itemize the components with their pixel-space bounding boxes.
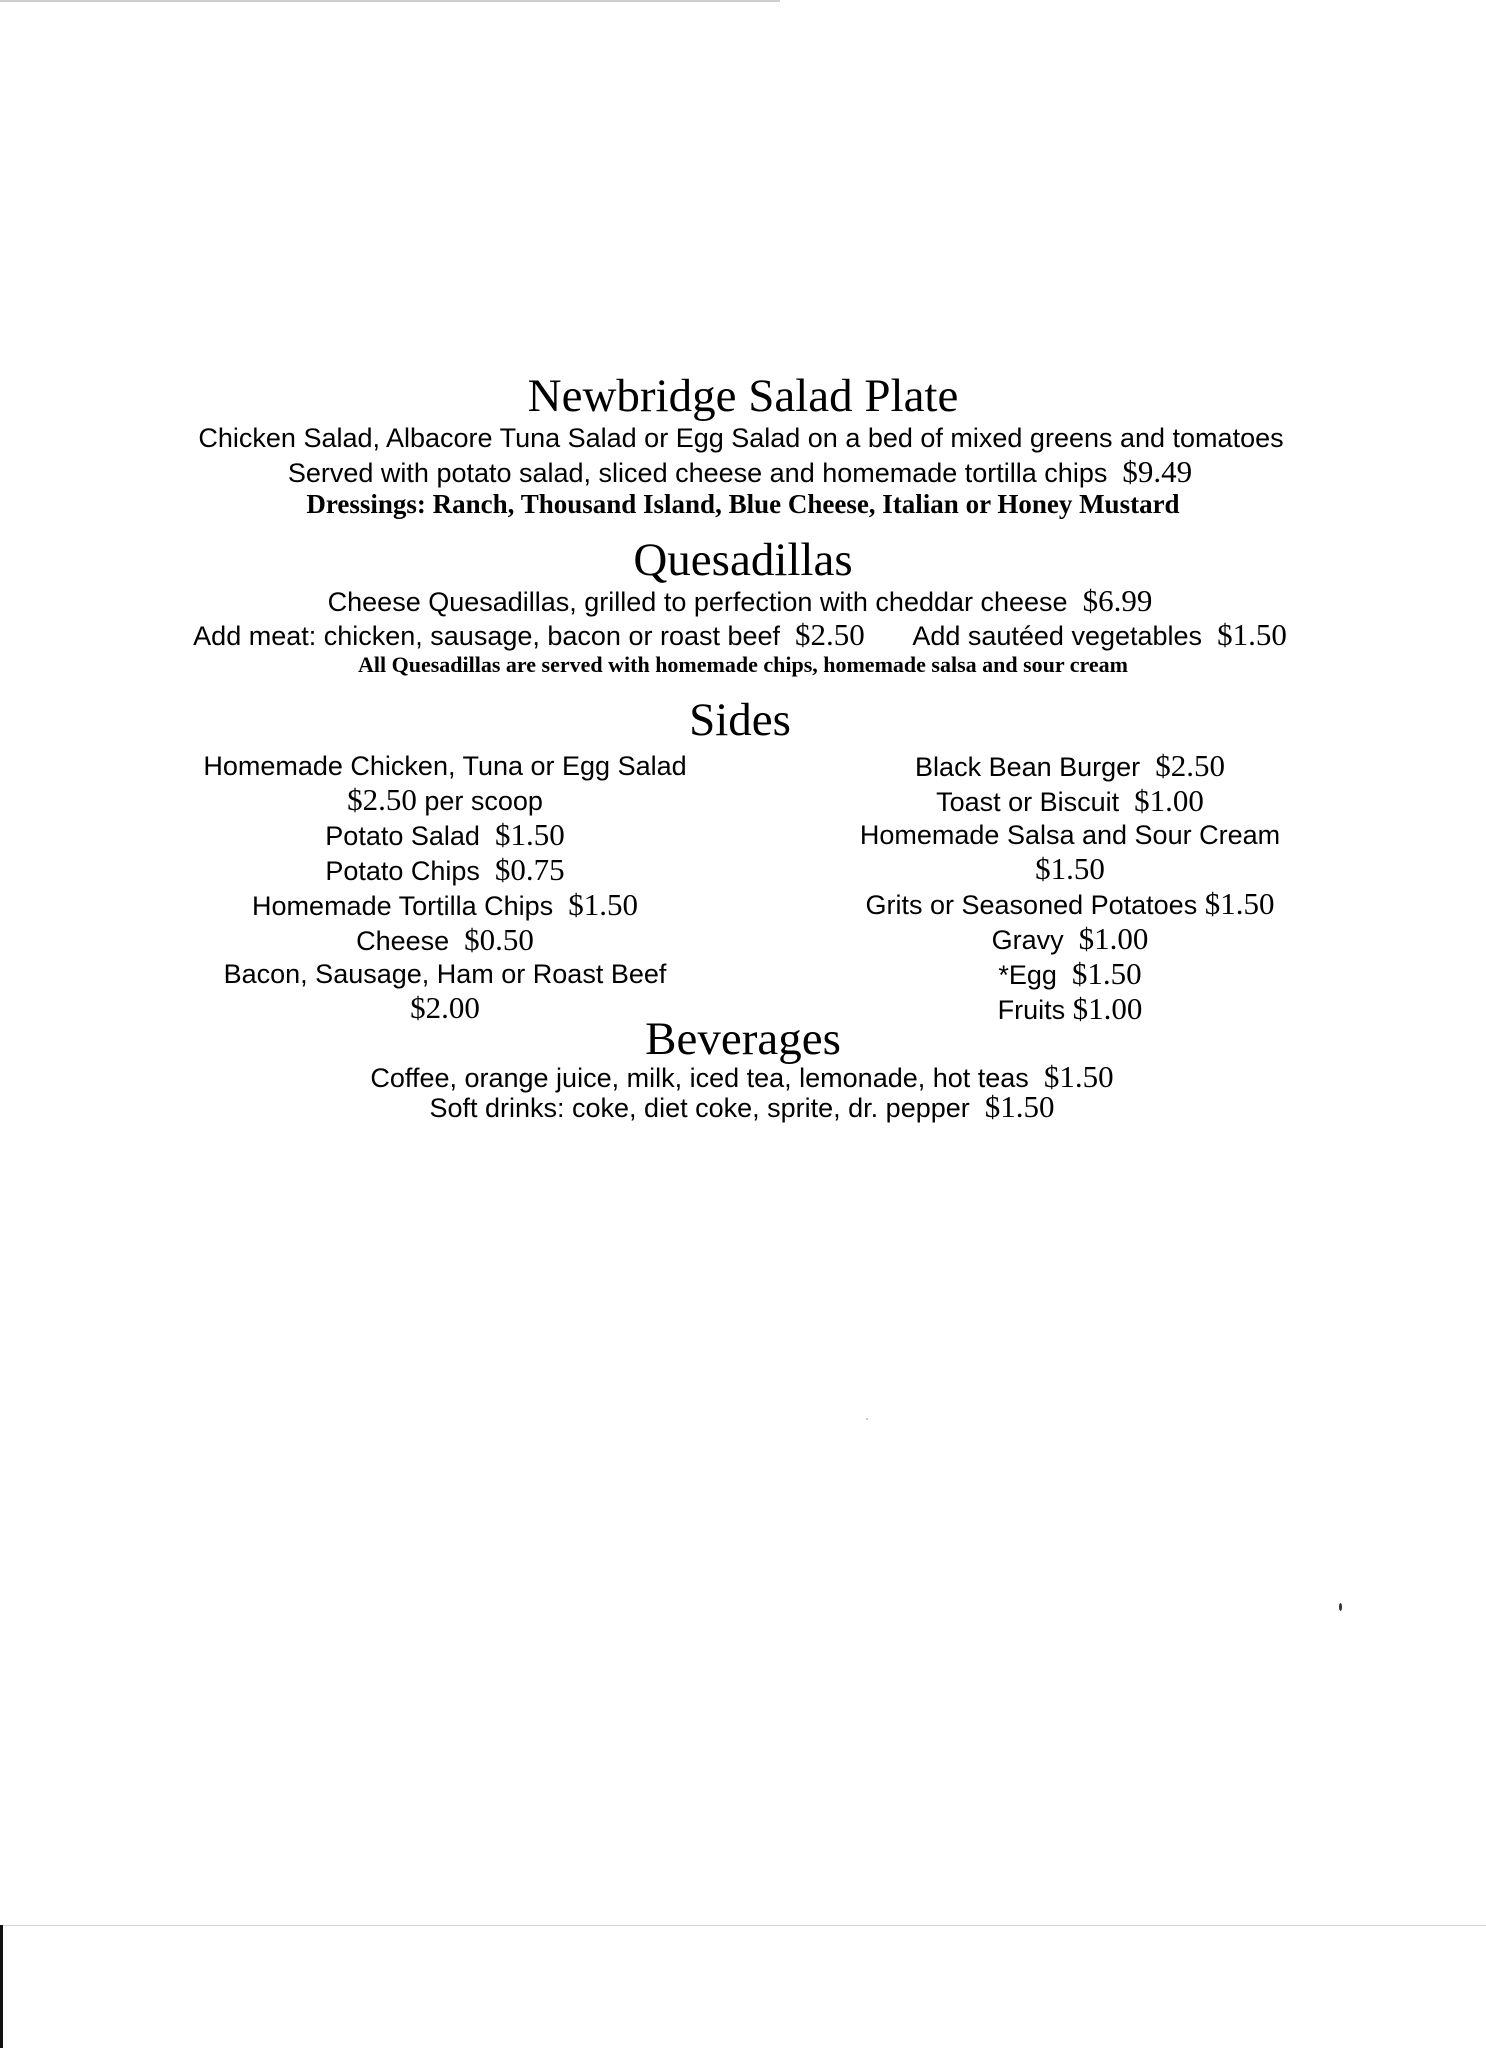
beverages-item: Coffee, orange juice, milk, iced tea, lemonade, hot teas [370,1063,1029,1093]
sides-item: Bacon, Sausage, Ham or Roast Beef [223,959,667,989]
sides-item-name: Grits or Seasoned Potatoes [865,890,1198,920]
sides-item-price: $1.50 [1204,886,1275,921]
quesadillas-cheese-price: $6.99 [1082,583,1153,618]
sides-item-price: $1.50 [568,887,638,922]
sides-item-name: Potato Chips [325,856,480,886]
sides-item [150,923,740,958]
sides-item [150,783,740,818]
quesadillas-addons-row [0,618,1483,653]
quesadillas-veg-item: Add sautéed vegetables [912,621,1203,651]
sides-item-price: $1.00 [1134,783,1204,818]
sides-item-name: Black Bean Burger [915,752,1141,782]
quesadillas-meat-item: Add meat: chicken, sausage, bacon or roast beef [193,621,781,651]
sides-item-price: $1.50 [1035,851,1105,886]
sides-title: Sides [689,694,791,746]
sides-item-price: $1.00 [1072,991,1143,1026]
salad-plate-dressings: Dressings: Ranch, Thousand Island, Blue Cheese, Italian or Honey Mustard [306,489,1180,519]
quesadillas-title: Quesadillas [633,534,853,586]
sides-item-name: *Egg [998,960,1057,990]
sides-item-price: $1.50 [1071,956,1142,991]
quesadillas-note: All Quesadillas are served with homemade chips, homemade salsa and sour cream [357,652,1128,677]
beverages-price: $1.50 [984,1089,1055,1124]
sides-item [840,749,1300,784]
beverages-row-2 [0,1090,1485,1125]
sides-item [150,888,740,923]
scan-bottom-edge [0,1925,1486,1926]
sides-item [840,852,1300,887]
sides-item-price: $2.50 [347,782,417,817]
quesadillas-cheese-row [0,584,1483,619]
scan-speck [866,1418,868,1420]
beverages-item: Soft drinks: coke, diet coke, sprite, dr. pepper [429,1093,970,1123]
sides-item [840,957,1300,992]
scan-speck [1339,1603,1342,1611]
sides-item [840,784,1300,819]
beverages-price: $1.50 [1043,1059,1114,1094]
sides-right-column [840,749,1300,1027]
sides-item [840,887,1300,922]
quesadillas-veg-price: $1.50 [1217,617,1287,652]
scan-left-edge [0,1925,3,2048]
salad-plate-price: $9.49 [1122,454,1193,489]
sides-item-name: Homemade Tortilla Chips [252,891,554,921]
sides-item [150,853,740,888]
sides-item-unit: per scoop [424,786,543,816]
salad-plate-description: Chicken Salad, Albacore Tuna Salad or Egg Salad on a bed of mixed greens and tomatoes [198,423,1284,453]
sides-item-price: $2.50 [1155,748,1225,783]
sides-item [150,818,740,853]
salad-plate-served-with [0,455,1483,490]
sides-item-price: $2.00 [410,990,480,1025]
sides-item-price: $0.50 [464,922,534,957]
sides-item-name: Cheese [356,926,450,956]
sides-item-price: $1.50 [494,817,565,852]
salad-plate-served-text: Served with potato salad, sliced cheese and homemade tortilla chips [287,458,1108,488]
sides-item-name: Gravy [991,925,1064,955]
beverages-title: Beverages [645,1013,841,1065]
quesadillas-meat-price: $2.50 [795,617,865,652]
sides-item-name: Fruits [997,995,1066,1025]
sides-item-price: $1.00 [1078,921,1149,956]
sides-item-name: Potato Salad [325,821,480,851]
sides-left-column [150,750,740,1026]
sides-item-name: Toast or Biscuit [936,787,1120,817]
sides-item [840,922,1300,957]
sides-item: Homemade Chicken, Tuna or Egg Salad [203,751,687,781]
salad-plate-title: Newbridge Salad Plate [527,370,959,422]
sides-item-price: $0.75 [494,852,565,887]
scan-top-edge [0,0,780,2]
sides-item: Homemade Salsa and Sour Cream [859,820,1281,850]
quesadillas-cheese-item: Cheese Quesadillas, grilled to perfection with cheddar cheese [327,587,1068,617]
